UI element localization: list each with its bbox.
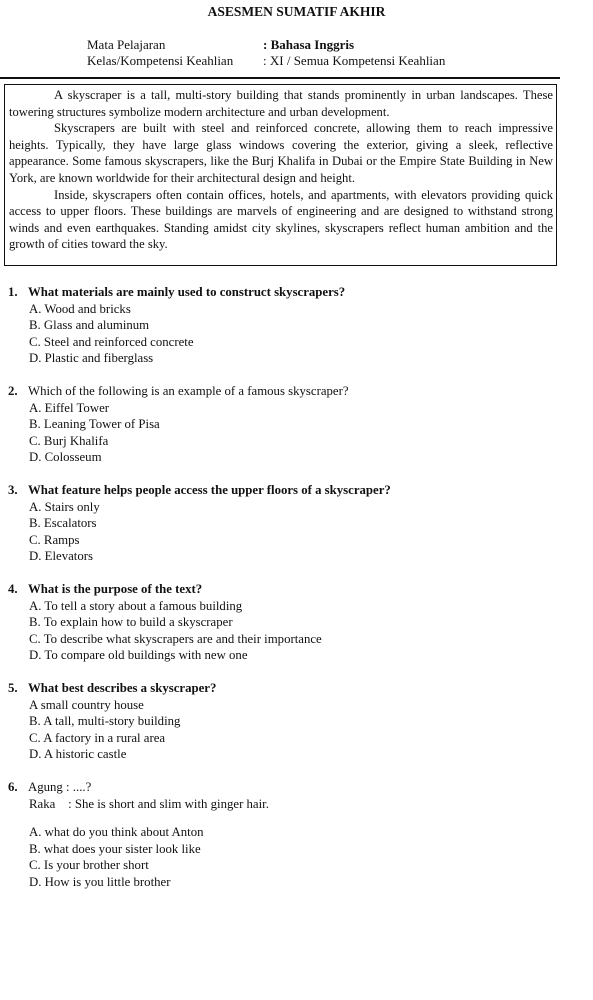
question-5 — [8, 680, 568, 763]
question-6 — [8, 779, 568, 891]
question-text: What materials are mainly used to construct skyscrapers? — [28, 285, 346, 299]
meta-value: : XI / Semua Kompetensi Keahlian — [263, 53, 446, 68]
answer-option: A small country house — [29, 697, 144, 712]
meta-label: Kelas/Kompetensi Keahlian — [87, 53, 234, 68]
answer-option: A. Wood and bricks — [29, 301, 131, 316]
question-number: 2. — [8, 384, 18, 398]
question-number: 3. — [8, 483, 18, 497]
answer-option: D. To compare old buildings with new one — [29, 648, 248, 663]
answer-option: A. Stairs only — [29, 499, 100, 514]
passage-paragraph: A skyscraper is a tall, multi-story building that stands prominently in urban landscapes. These towering structures symbolize modern architecture and urban development. — [9, 88, 553, 119]
question-number: 1. — [8, 285, 18, 299]
answer-option: B. Escalators — [29, 516, 97, 531]
reading-passage-box — [4, 84, 557, 266]
question-text: What is the purpose of the text? — [28, 582, 203, 596]
answer-option: C. A factory in a rural area — [29, 730, 166, 745]
exam-title: ASESMEN SUMATIF AKHIR — [207, 4, 386, 19]
question-number: 6. — [8, 780, 18, 794]
answer-option: D. How is you little brother — [29, 874, 171, 889]
header-divider — [0, 77, 560, 79]
answer-option: A. Eiffel Tower — [29, 400, 110, 415]
question-4 — [8, 581, 568, 664]
answer-option: D. Colosseum — [29, 450, 102, 465]
question-text: What best describes a skyscraper? — [28, 681, 217, 695]
answer-option: C. Ramps — [29, 532, 80, 547]
answer-option: D. Plastic and fiberglass — [29, 351, 154, 366]
meta-label: Mata Pelajaran — [87, 37, 166, 52]
question-text: What feature helps people access the upper floors of a skyscraper? — [28, 483, 391, 497]
question-3 — [8, 482, 568, 565]
answer-option: A. To tell a story about a famous building — [29, 598, 243, 613]
answer-option: B. Glass and aluminum — [29, 318, 150, 333]
answer-option: A. what do you think about Anton — [29, 825, 204, 840]
question-number: 5. — [8, 681, 18, 695]
question-2 — [8, 383, 568, 466]
question-text: Agung : ....? — [28, 780, 92, 794]
meta-value: : Bahasa Inggris — [263, 37, 355, 52]
answer-option: B. what does your sister look like — [29, 841, 201, 856]
answer-option: B. A tall, multi-story building — [29, 714, 181, 729]
question-number: 4. — [8, 582, 18, 596]
passage-paragraph: Inside, skyscrapers often contain offices, hotels, and apartments, with elevators providing quick access to upper floors. These buildings are marvels of engineering and are designed to withstand strong winds and even earthquakes. Standing amidst city skylines, skyscrapers reflect human ambition and the growth of cities toward the sky. — [9, 187, 553, 252]
answer-option: C. Is your brother short — [29, 858, 149, 873]
answer-option: D. Elevators — [29, 549, 93, 564]
answer-option: C. Burj Khalifa — [29, 433, 109, 448]
question-text: Which of the following is an example of a famous skyscraper? — [28, 384, 349, 398]
answer-option: B. Leaning Tower of Pisa — [29, 417, 160, 432]
answer-option: B. To explain how to build a skyscraper — [29, 615, 233, 630]
passage-paragraph: Skyscrapers are built with steel and reinforced concrete, allowing them to reach impressive heights. Typically, they have large glass windows covering the exterior, giving a sleek, reflective appearance. Some famous skyscrapers, like the Burj Khalifa in Dubai or the Empire State Building in New York, are known worldwide for their architectural design and height. — [9, 121, 553, 185]
answer-option: D. A historic castle — [29, 747, 127, 762]
question-1 — [8, 284, 568, 367]
dialog-line: Raka : She is short and slim with ginger hair. — [29, 796, 269, 811]
answer-option: C. Steel and reinforced concrete — [29, 334, 194, 349]
answer-option: C. To describe what skyscrapers are and their importance — [29, 631, 322, 646]
